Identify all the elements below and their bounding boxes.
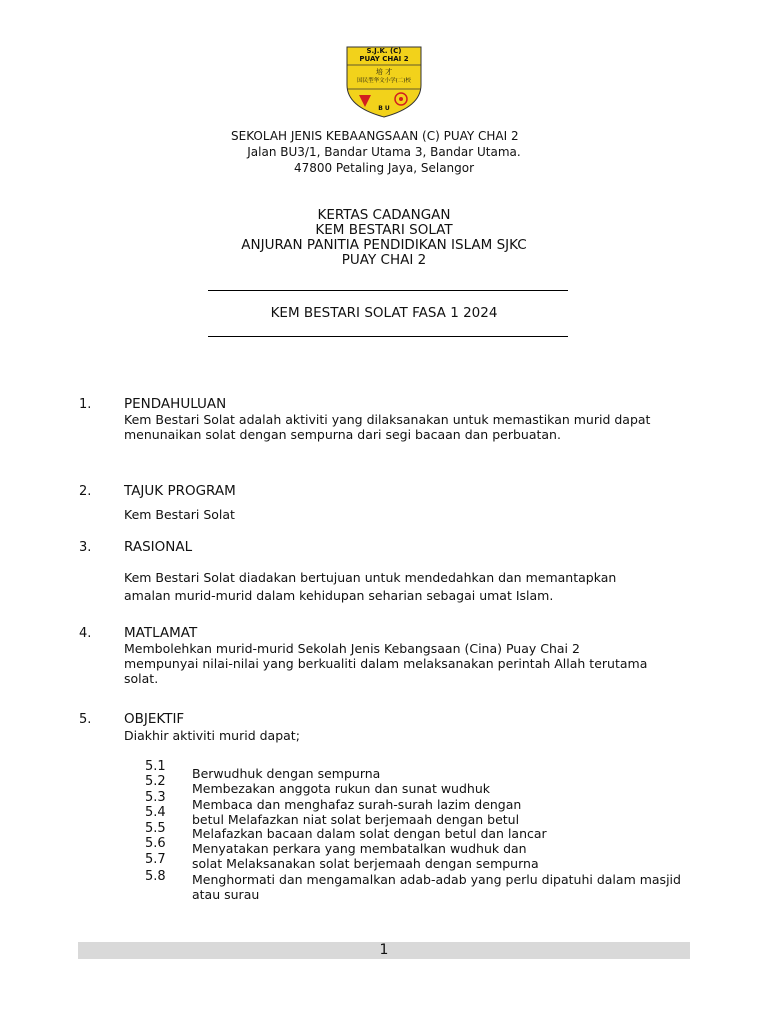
objective-number: 5.5 xyxy=(145,821,166,836)
section-heading: RASIONAL xyxy=(124,539,193,555)
logo-letters: B U xyxy=(378,105,390,112)
logo-chinese1: 培 才 xyxy=(375,68,393,76)
section-text: Membolehkan murid-murid Sekolah Jenis Kebangsaan (Cina) Puay Chai 2 xyxy=(124,641,580,656)
title-line-4: PUAY CHAI 2 xyxy=(341,252,427,268)
objective-number: 5.2 xyxy=(145,774,166,789)
school-name: SEKOLAH JENIS KEBAANGSAAN (C) PUAY CHAI 2 xyxy=(231,129,519,143)
section-heading: TAJUK PROGRAM xyxy=(124,483,236,499)
section-text: amalan murid-murid dalam kehidupan seharian sebagai umat Islam. xyxy=(124,588,554,603)
section-heading: OBJEKTIF xyxy=(124,711,185,727)
section-number: 5. xyxy=(79,712,92,727)
objective-text: Membezakan anggota rukun dan sunat wudhuk xyxy=(192,781,490,796)
school-address-1: Jalan BU3/1, Bandar Utama 3, Bandar Utama. xyxy=(247,145,521,159)
objective-text: Membaca dan menghafaz surah-surah lazim dengan xyxy=(192,797,522,812)
objective-number: 5.6 xyxy=(145,836,166,851)
section-text: Kem Bestari Solat xyxy=(124,507,235,522)
section-number: 1. xyxy=(79,397,92,412)
page-footer xyxy=(78,942,690,959)
section-text: Kem Bestari Solat diadakan bertujuan untuk mendedahkan dan memantapkan xyxy=(124,570,617,585)
objective-number: 5.1 xyxy=(145,759,166,774)
title-line-2: KEM BESTARI SOLAT xyxy=(315,222,453,238)
objective-number: 5.7 xyxy=(145,852,166,867)
section-text: menunaikan solat dengan sempurna dari segi bacaan dan perbuatan. xyxy=(124,427,561,442)
school-address-2: 47800 Petaling Jaya, Selangor xyxy=(293,161,475,175)
objective-number: 5.3 xyxy=(145,790,166,805)
section-text: Diakhir aktiviti murid dapat; xyxy=(124,728,300,743)
logo-line1: S.J.K. (C) xyxy=(366,47,402,55)
objective-number: 5.8 xyxy=(145,869,166,884)
section-text: Kem Bestari Solat adalah aktiviti yang dilaksanakan untuk memastikan murid dapat xyxy=(124,412,651,427)
section-heading: PENDAHULUAN xyxy=(124,396,227,412)
objective-text: betul Melafazkan niat solat berjemaah dengan betul xyxy=(192,812,520,827)
objective-text: Menyatakan perkara yang membatalkan wudhuk dan xyxy=(192,841,527,856)
subtitle: KEM BESTARI SOLAT FASA 1 2024 xyxy=(270,305,498,321)
section-text: mempunyai nilai-nilai yang berkualiti dalam melaksanakan perintah Allah terutama xyxy=(124,656,648,671)
section-number: 2. xyxy=(79,484,92,499)
logo-line2: PUAY CHAI 2 xyxy=(359,55,409,63)
title-line-3: ANJURAN PANITIA PENDIDIKAN ISLAM SJKC xyxy=(241,237,527,253)
divider-top xyxy=(208,290,568,291)
school-logo xyxy=(345,45,423,119)
title-line-1: KERTAS CADANGAN xyxy=(317,207,451,223)
divider-bottom xyxy=(208,336,568,337)
objective-text: solat Melaksanakan solat berjemaah dengan sempurna xyxy=(192,856,539,871)
objective-text: Melafazkan bacaan dalam solat dengan betul dan lancar xyxy=(192,826,547,841)
objective-text: Berwudhuk dengan sempurna xyxy=(192,766,381,781)
logo-chinese2: 国民型华文小学(二)校 xyxy=(357,78,411,84)
objective-text: atau surau xyxy=(192,887,260,902)
objective-text: Menghormati dan mengamalkan adab-adab yang perlu dipatuhi dalam masjid xyxy=(192,872,681,887)
objective-number: 5.4 xyxy=(145,805,166,820)
section-text: solat. xyxy=(124,671,159,686)
section-heading: MATLAMAT xyxy=(124,625,198,641)
section-number: 3. xyxy=(79,540,92,555)
page-number: 1 xyxy=(379,942,389,958)
section-number: 4. xyxy=(79,626,92,641)
